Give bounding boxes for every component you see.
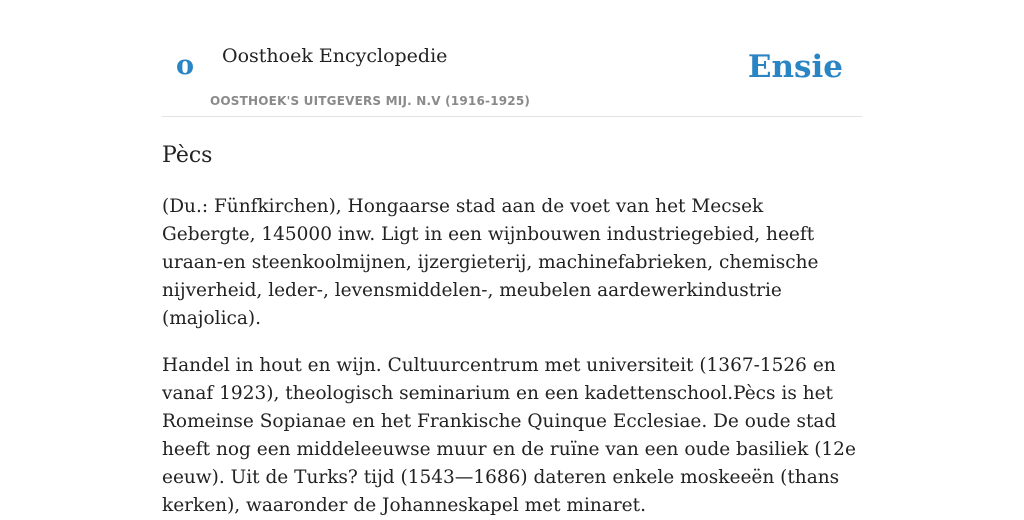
entry-title: Pècs: [162, 143, 213, 168]
site-title[interactable]: Oosthoek Encyclopedie: [222, 45, 448, 67]
entry-paragraph: Handel in hout en wijn. Cultuurcentrum met universiteit (1367-1526 en vanaf 1923), theologisch seminarium en een kadettenschool.Pècs is het Romeinse Sopianae en het Frankische Quinque Ecclesiae. De oude stad heeft nog een middeleeuwse muur en de ruïne van een oude basiliek (12e eeuw). Uit de Turks? tijd (1543—1686) dateren enkele moskeeën (thans kerken), waaronder de Johanneskapel met minaret.: [162, 355, 856, 516]
ensie-brand-link[interactable]: Ensie: [747, 49, 843, 85]
encyclopedia-logo[interactable]: o: [176, 50, 195, 81]
entry-paragraph: (Du.: Fünfkirchen), Hongaarse stad aan de voet van het Mecsek Gebergte, 145000 inw. Ligt in een wijnbouwen industriegebied, heeft uraan-en steenkoolmijnen, ijzergieterij, machinefabrieken, chemische nijverheid, leder-, levensmiddelen-, meubelen aardewerkindustrie (majolica).: [162, 196, 819, 329]
page-container: [162, 0, 862, 520]
publisher-label: OOSTHOEK'S UITGEVERS MIJ. N.V (1916-1925): [210, 94, 531, 108]
site-header: [162, 0, 862, 117]
